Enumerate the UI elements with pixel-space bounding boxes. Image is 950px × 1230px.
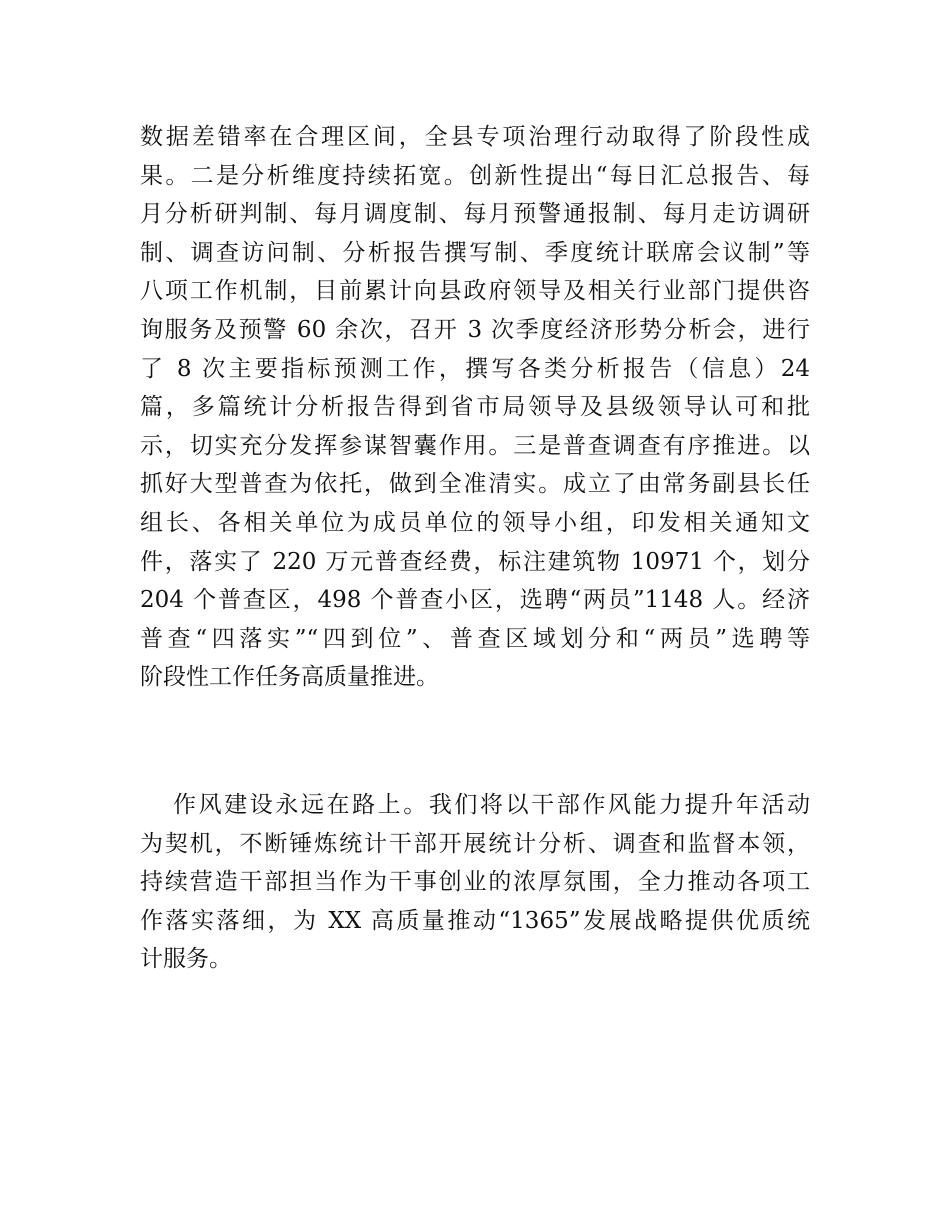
text-line: 询服务及预警 60 余次，召开 3 次季度经济形势分析会，进行 xyxy=(140,316,810,343)
text-line: 作风建设永远在路上。我们将以干部作风能力提升年活动 xyxy=(173,792,810,818)
text-line: 计服务。 xyxy=(140,946,232,973)
text-line: 抓好大型普查为依托，做到全准清实。成立了由常务副县长任 xyxy=(140,471,810,498)
text-line: 持续营造干部担当作为干事创业的浓厚氛围，全力推动各项工 xyxy=(140,869,810,896)
text-line: 果。二是分析维度持续拓宽。创新性提出“每日汇总报告、每 xyxy=(140,162,810,189)
text-line: 了 8 次主要指标预测工作，撰写各类分析报告（信息）24 xyxy=(140,355,810,382)
text-line: 制、调查访问制、分析报告撰写制、季度统计联席会议制”等 xyxy=(140,239,810,266)
text-line: 204 个普查区，498 个普查小区，选聘“两员”1148 人。经济 xyxy=(140,587,810,614)
text-line: 篇，多篇统计分析报告得到省市局领导及县级领导认可和批 xyxy=(140,394,810,421)
text-line: 数据差错率在合理区间，全县专项治理行动取得了阶段性成 xyxy=(140,124,810,150)
text-line: 组长、各相关单位为成员单位的领导小组，印发相关通知文 xyxy=(140,509,810,536)
text-line: 八项工作机制，目前累计向县政府领导及相关行业部门提供咨 xyxy=(140,278,810,305)
text-line: 作落实落细，为 XX 高质量推动“1365”发展战略提供优质统 xyxy=(140,907,810,934)
text-line: 普查“四落实”“四到位”、普查区域划分和“两员”选聘等 xyxy=(140,625,810,652)
text-line: 为契机，不断锤炼统计干部开展统计分析、调查和监督本领， xyxy=(140,830,810,857)
text-line: 示，切实充分发挥参谋智囊作用。三是普查调查有序推进。以 xyxy=(140,432,810,459)
text-line: 月分析研判制、每月调度制、每月预警通报制、每月走访调研 xyxy=(140,201,810,228)
text-line: 件，落实了 220 万元普查经费，标注建筑物 10971 个，划分 xyxy=(140,548,810,575)
text-line: 阶段性工作任务高质量推进。 xyxy=(140,664,439,691)
paragraph-1 xyxy=(140,118,810,697)
paragraph-2 xyxy=(140,786,810,979)
